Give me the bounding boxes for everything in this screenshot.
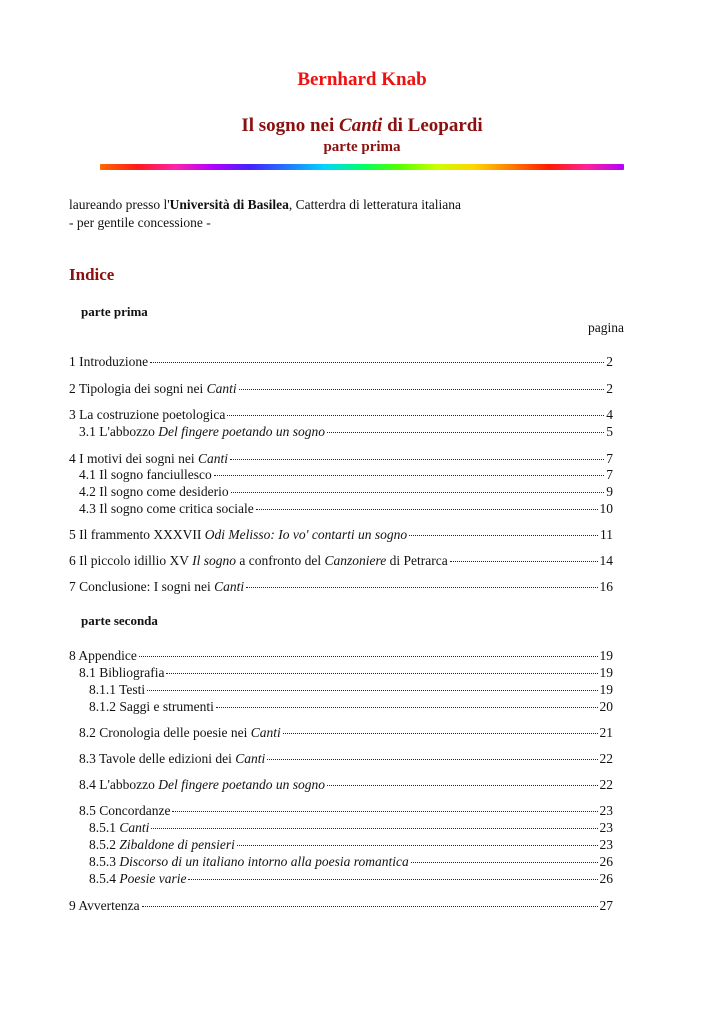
toc-entry[interactable] (79, 750, 613, 768)
toc-page-number: 26 (599, 854, 613, 869)
toc-entry-italic: Il sogno (192, 553, 236, 568)
toc-entry[interactable] (79, 724, 613, 742)
toc-page-number: 23 (599, 820, 613, 835)
toc-entry-title (89, 819, 149, 837)
toc-entry-title (69, 647, 137, 665)
toc-entry-text: a confronto del (236, 553, 325, 568)
dot-leader (246, 586, 597, 588)
toc-entry-text: 8 Appendice (69, 648, 137, 663)
toc-page-number: 10 (599, 501, 613, 516)
toc-entry-text: 8.2 Cronologia delle poesie nei (79, 725, 251, 740)
toc-entry-title (79, 724, 281, 742)
toc-entry-text: 3.1 L'abbozzo (79, 424, 159, 439)
toc-page-number: 27 (599, 898, 613, 913)
toc-page-number: 7 (606, 467, 613, 482)
university-name: Università di Basilea (169, 197, 289, 212)
toc-entry-text: 8.3 Tavole delle edizioni dei (79, 751, 236, 766)
toc-page-number: 22 (599, 751, 613, 766)
dot-leader (188, 878, 597, 880)
toc-entry-text: 5 Il frammento XXXVII (69, 527, 205, 542)
toc-entry[interactable] (79, 500, 613, 518)
dot-leader (216, 706, 598, 708)
toc-entry[interactable] (69, 406, 613, 424)
toc-page-number: 20 (599, 699, 613, 714)
toc-entry-title (89, 681, 145, 699)
toc-entry-text: 8.1.2 Saggi e strumenti (89, 699, 214, 714)
toc-entry[interactable] (69, 526, 613, 544)
toc-entry-italic: Canti (198, 451, 229, 466)
toc-page-number: 2 (606, 354, 613, 369)
toc-entry-title (79, 802, 170, 820)
toc-entry-text: 8.5.1 (89, 820, 120, 835)
toc-entry-title (69, 380, 237, 398)
dot-leader (267, 758, 597, 760)
toc-entry-text: 8.5.4 (89, 871, 120, 886)
dot-leader (151, 827, 597, 829)
toc-entry[interactable] (79, 466, 613, 484)
toc-entry-title (69, 897, 140, 915)
toc-entry[interactable] (89, 698, 613, 716)
toc-entry[interactable] (69, 552, 613, 570)
toc-page-number: 22 (599, 777, 613, 792)
author-name: Bernhard Knab (297, 69, 427, 90)
toc-page-number: 5 (606, 424, 613, 439)
toc-entry[interactable] (89, 870, 613, 888)
toc-page-number: 19 (599, 665, 613, 680)
toc-entry-italic: Canti (206, 381, 237, 396)
dot-leader (231, 491, 605, 493)
toc-entry-text: di Petrarca (386, 553, 448, 568)
dot-leader (139, 655, 598, 657)
toc-entry-text: 4.2 Il sogno come desiderio (79, 484, 229, 499)
toc-entry-title (89, 853, 409, 871)
dot-leader (166, 672, 597, 674)
dot-leader (256, 508, 598, 510)
toc-entry-italic: Odi Melisso: Io vo' contarti un sogno (204, 527, 408, 542)
dot-leader (409, 534, 598, 536)
dot-leader (227, 414, 604, 416)
intro-line-1-pre: laureando presso l' (69, 197, 170, 212)
toc-entry-italic: Poesie varie (119, 871, 187, 886)
toc-entry-text: 8.5 Concordanze (79, 803, 171, 818)
title-pre: Il sogno nei (241, 115, 340, 136)
toc-entry-text: 4.1 Il sogno fanciullesco (79, 467, 212, 482)
toc-entry[interactable] (69, 578, 613, 596)
toc-entry[interactable] (89, 836, 613, 854)
dot-leader (150, 361, 604, 363)
toc-entry-text: 6 Il piccolo idillio XV (69, 553, 193, 568)
index-heading: Indice (69, 265, 115, 284)
dot-leader (237, 844, 598, 846)
toc-page-number: 7 (606, 451, 613, 466)
toc-entry[interactable] (69, 897, 613, 915)
toc-entry-title (69, 552, 448, 570)
toc-page-number: 19 (599, 648, 613, 663)
part-two-label: parte seconda (81, 613, 158, 628)
toc-entry-italic: Discorso di un italiano intorno alla poesia romantica (119, 854, 409, 869)
intro-text (69, 196, 629, 232)
toc-entry-text: 9 Avvertenza (69, 898, 140, 913)
toc-entry-text: 8.5.3 (89, 854, 120, 869)
toc-entry-title (69, 526, 407, 544)
toc-page-number: 23 (599, 803, 613, 818)
toc-entry-text: 8.4 L'abbozzo (79, 777, 159, 792)
toc-entry[interactable] (69, 353, 613, 371)
dot-leader (172, 810, 597, 812)
dot-leader (327, 431, 604, 433)
dot-leader (142, 905, 598, 907)
toc-entry-title (79, 776, 325, 794)
toc-entry[interactable] (79, 802, 613, 820)
toc-entry-title (89, 870, 186, 888)
toc-entry-italic: Canzoniere (324, 553, 387, 568)
dot-leader (239, 388, 605, 390)
toc-entry[interactable] (89, 681, 613, 699)
toc-entry-text: 2 Tipologia dei sogni nei (69, 381, 207, 396)
toc-page-number: 26 (599, 871, 613, 886)
toc-entry[interactable] (69, 380, 613, 398)
toc-entry-title (79, 466, 212, 484)
toc-entry-text: 3 La costruzione poetologica (69, 407, 226, 422)
dot-leader (230, 458, 604, 460)
dot-leader (411, 861, 598, 863)
document-title (0, 115, 724, 137)
toc-entry-italic: Canti (235, 751, 266, 766)
toc-page-number: 14 (599, 553, 613, 568)
toc-entry-title (79, 423, 325, 441)
toc-page-number: 16 (599, 579, 613, 594)
toc-entry-title (89, 836, 235, 854)
toc-entry[interactable] (79, 776, 613, 794)
toc-entry-italic: Canti (119, 820, 150, 835)
toc-entry-italic: Del fingere poetando un sogno (158, 777, 326, 792)
toc-page-number: 4 (606, 407, 613, 422)
dot-leader (450, 560, 598, 562)
intro-line-2: - per gentile concessione - (69, 215, 211, 230)
toc-page-number: 23 (599, 837, 613, 852)
toc-entry-title (79, 483, 229, 501)
document-subtitle: parte prima (323, 139, 401, 155)
toc-entry[interactable] (69, 647, 613, 665)
intro-line-1 (69, 196, 629, 214)
toc-entry-title (79, 500, 254, 518)
toc-entry-text: 8.5.2 (89, 837, 120, 852)
toc-entry-text: 8.1 Bibliografia (79, 665, 165, 680)
pagina-label: pagina (588, 320, 624, 335)
toc-entry[interactable] (89, 819, 613, 837)
toc-page-number: 19 (599, 682, 613, 697)
toc-entry[interactable] (89, 853, 613, 871)
toc-entry-italic: Canti (214, 579, 245, 594)
toc-entry-italic: Zibaldone di pensieri (119, 837, 235, 852)
toc-page-number: 21 (599, 725, 613, 740)
toc-entry-italic: Del fingere poetando un sogno (158, 424, 326, 439)
title-italic: Canti (339, 115, 383, 136)
toc-page-number: 9 (606, 484, 613, 499)
toc-entry-text: 7 Conclusione: I sogni nei (69, 579, 215, 594)
toc-entry-title (69, 578, 244, 596)
title-post: di Leopardi (382, 115, 483, 136)
dot-leader (214, 474, 605, 476)
toc-page-number: 2 (606, 381, 613, 396)
toc-page-number: 11 (600, 527, 613, 542)
toc-entry-text: 4 I motivi dei sogni nei (69, 451, 198, 466)
dot-leader (283, 732, 598, 734)
toc-entry-title (79, 664, 164, 682)
dot-leader (327, 784, 597, 786)
toc-entry-title (89, 698, 214, 716)
intro-line-1-post: , Catterdra di letteratura italiana (288, 197, 461, 212)
toc-entry-text: 8.1.1 Testi (89, 682, 146, 697)
toc-entry-title (69, 406, 225, 424)
toc-entry-text: 4.3 Il sogno come critica sociale (79, 501, 254, 516)
toc-entry[interactable] (79, 664, 613, 682)
part-one-label: parte prima (81, 304, 148, 319)
toc-entry-italic: Canti (250, 725, 281, 740)
dot-leader (147, 689, 597, 691)
toc-entry-title (69, 353, 148, 371)
rainbow-divider (100, 164, 624, 170)
toc-entry[interactable] (79, 483, 613, 501)
toc-entry-text: 1 Introduzione (69, 354, 149, 369)
toc-entry[interactable] (79, 423, 613, 441)
toc-entry-title (79, 750, 265, 768)
